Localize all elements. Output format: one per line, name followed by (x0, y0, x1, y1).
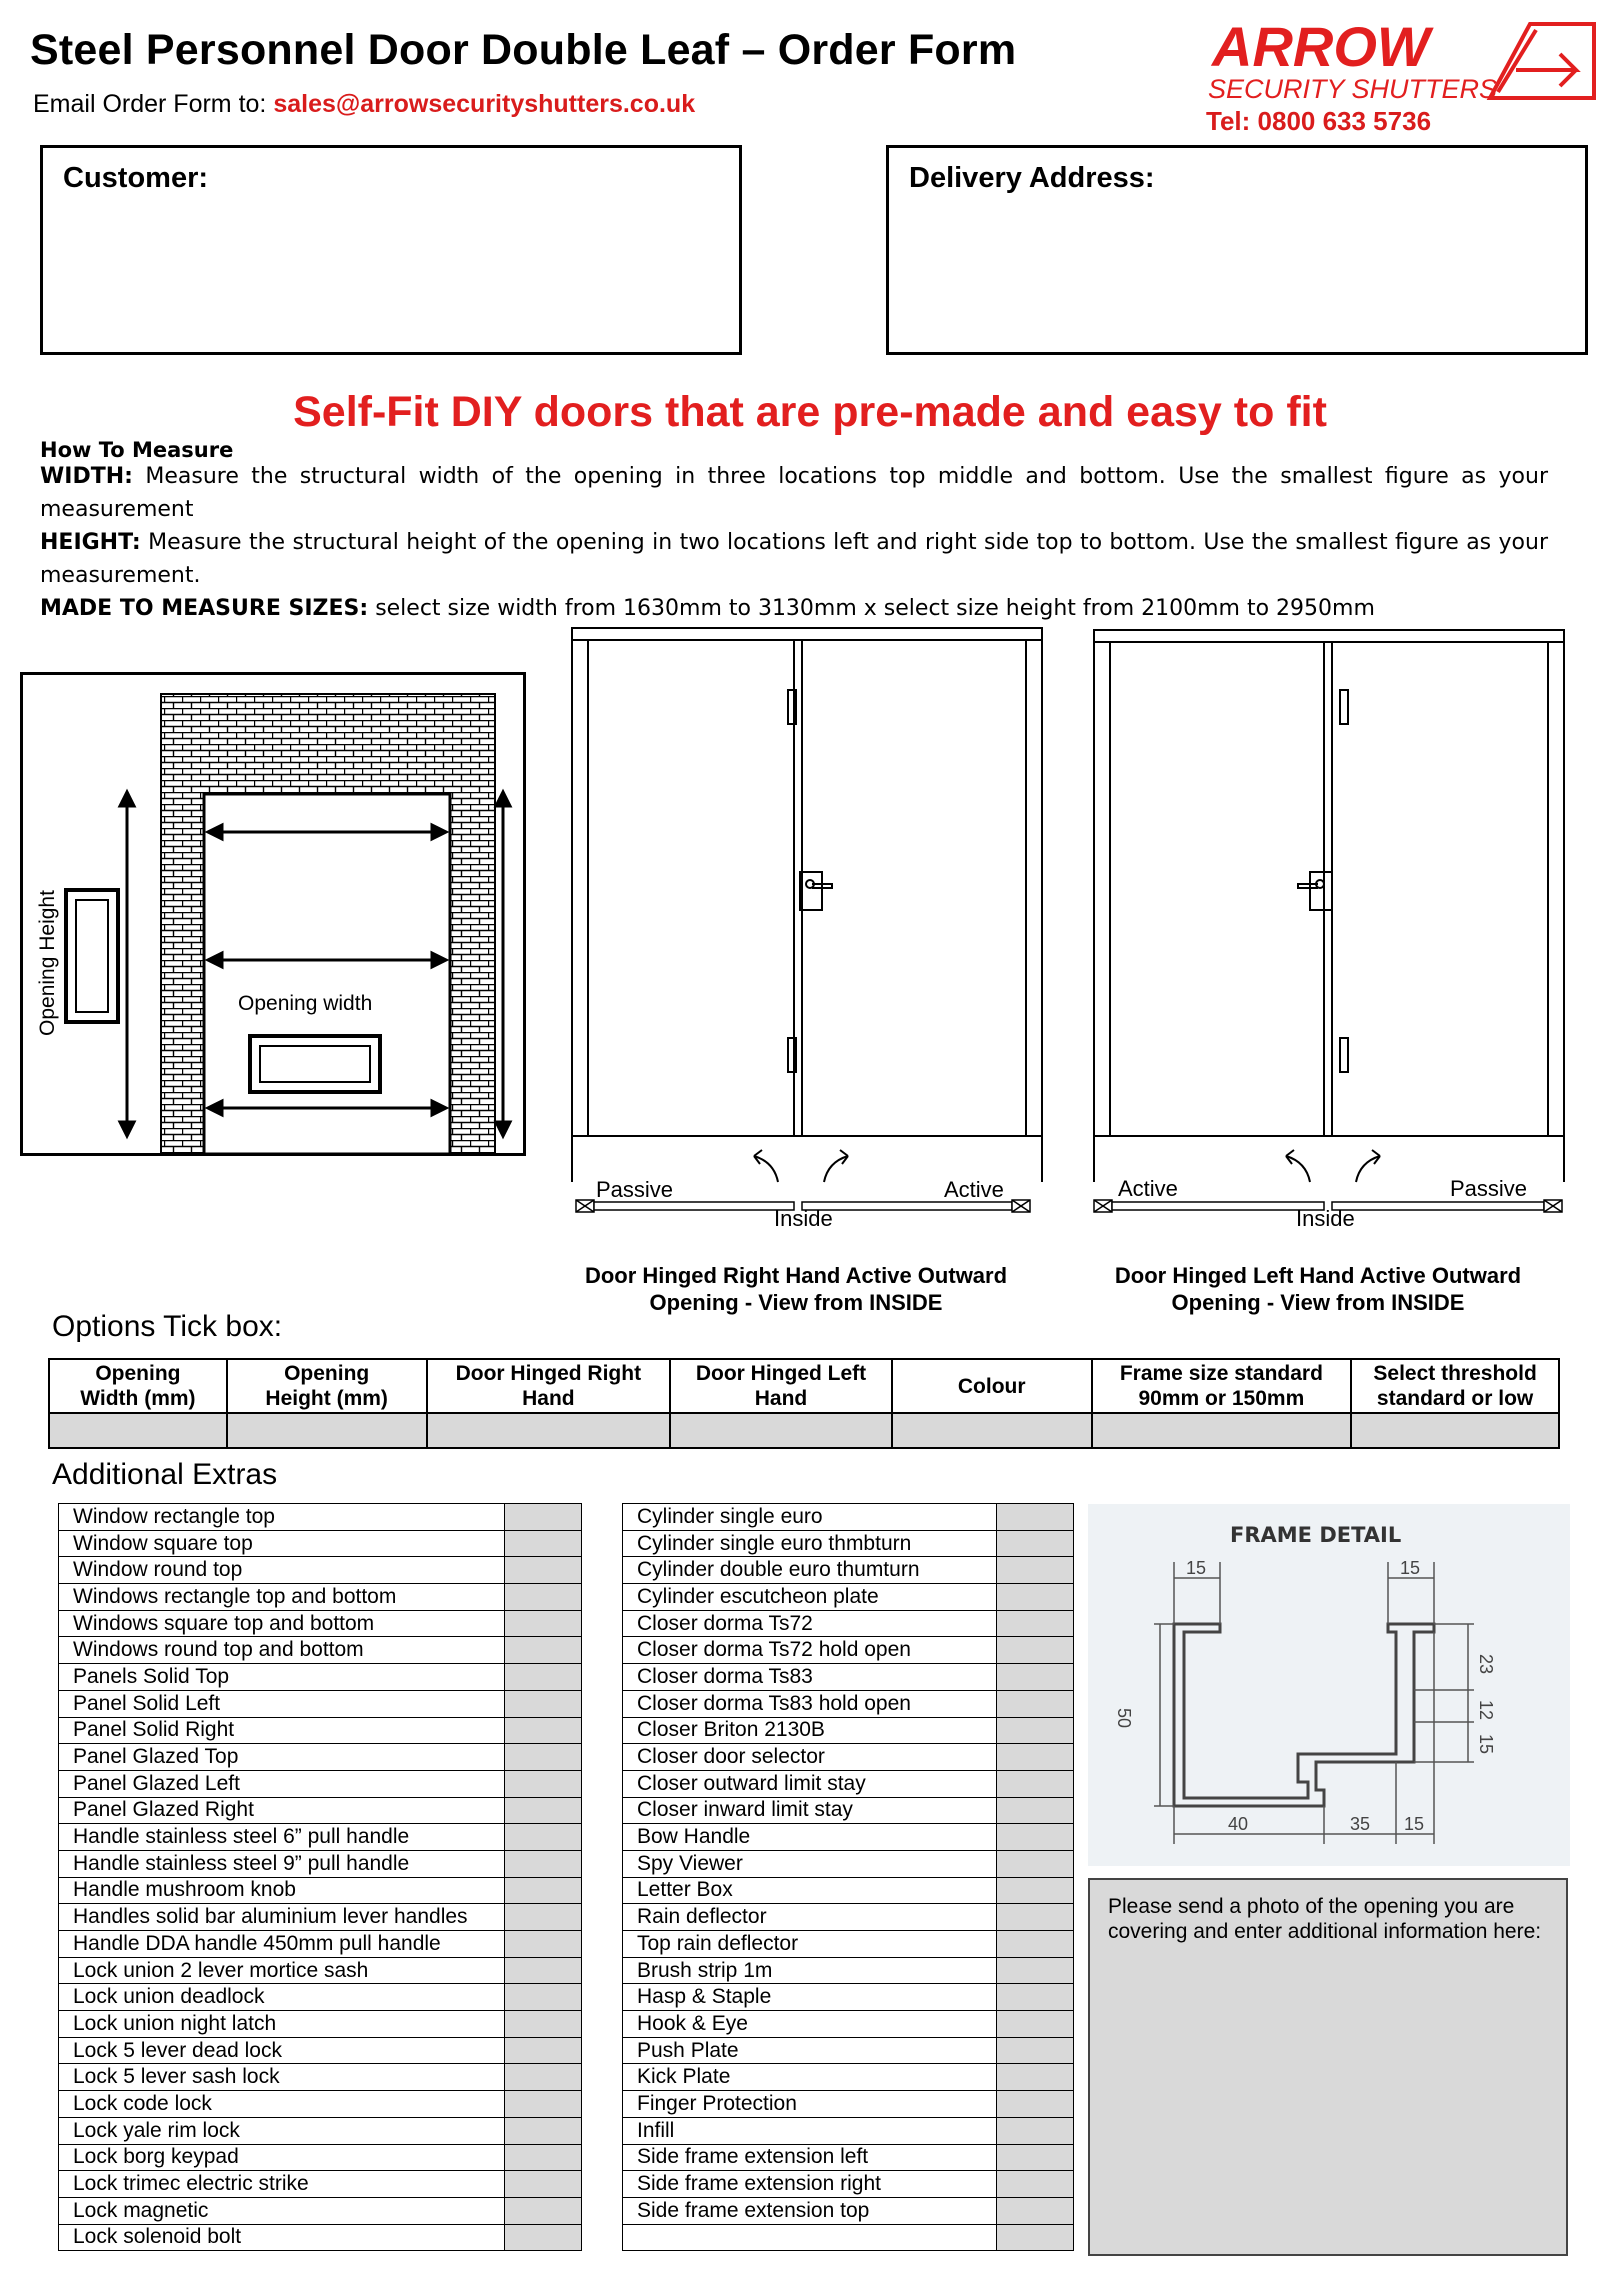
extras-row (623, 1504, 1074, 1531)
options-header-row (49, 1359, 1559, 1413)
dim-right-3: 15 (1476, 1734, 1496, 1755)
extras-row (623, 1664, 1074, 1691)
extras-item-label: Panels Solid Top (59, 1664, 505, 1691)
extras-tick-box[interactable] (504, 1770, 581, 1797)
extras-item-label: Closer Briton 2130B (623, 1717, 997, 1744)
extras-row (59, 1504, 582, 1531)
inside-label: Inside (1296, 1206, 1355, 1231)
extras-item-label: Closer dorma Ts83 hold open (623, 1690, 997, 1717)
extras-row (623, 1850, 1074, 1877)
delivery-address-box[interactable] (886, 145, 1588, 355)
extras-row (59, 1717, 582, 1744)
extras-item-label: Hook & Eye (623, 2011, 997, 2038)
extras-row (59, 1530, 582, 1557)
extras-item-label: Lock yale rim lock (59, 2117, 505, 2144)
extras-item-label: Closer inward limit stay (623, 1797, 997, 1824)
extras-row (623, 1904, 1074, 1931)
extras-row (59, 1850, 582, 1877)
options-title: Options Tick box: (52, 1310, 283, 1343)
extras-item-label: Bow Handle (623, 1824, 997, 1851)
extras-tick-box[interactable] (996, 1717, 1074, 1744)
extras-item-label: Rain deflector (623, 1904, 997, 1931)
extras-row (59, 1957, 582, 1984)
extras-item-label: Finger Protection (623, 2091, 997, 2118)
extras-item-label: Closer dorma Ts72 (623, 1610, 997, 1637)
extras-tick-box[interactable] (504, 2224, 581, 2251)
door-right-graphic (566, 622, 1050, 1232)
extras-tick-box[interactable] (504, 1824, 581, 1851)
dim-right-2: 12 (1476, 1700, 1496, 1721)
extras-row (59, 2224, 582, 2251)
opening-height-label: Opening Height (36, 890, 59, 1036)
email-line (33, 90, 695, 119)
extras-row (59, 1584, 582, 1611)
extras-row (59, 1877, 582, 1904)
extras-row (623, 1797, 1074, 1824)
frame-size-input[interactable] (1092, 1413, 1352, 1448)
extras-item-label: Infill (623, 2117, 997, 2144)
extras-right-table (622, 1503, 1074, 2251)
options-input-row (49, 1413, 1559, 1448)
extras-tick-box[interactable] (996, 1504, 1074, 1531)
email-link[interactable]: sales@arrowsecurityshutters.co.uk (273, 90, 696, 118)
height-instruction: HEIGHT: Measure the structural height of the opening in two locations left and right side top to bottom. Use the smallest figure as your measurement. (40, 530, 1548, 588)
extras-tick-box[interactable] (504, 2037, 581, 2064)
extras-tick-box[interactable] (504, 1637, 581, 1664)
measure-heading: How To Measure (40, 440, 234, 460)
extras-tick-box[interactable] (504, 1797, 581, 1824)
passive-label: Passive (1450, 1176, 1528, 1201)
extras-item-label: Lock solenoid bolt (59, 2224, 505, 2251)
extras-item-label: Panel Solid Left (59, 1690, 505, 1717)
extras-item-label: Panel Solid Right (59, 1717, 505, 1744)
extras-item-label: Spy Viewer (623, 1850, 997, 1877)
extras-tick-box[interactable] (504, 2011, 581, 2038)
extras-item-label: Side frame extension top (623, 2197, 997, 2224)
extras-item-label: Panel Glazed Right (59, 1797, 505, 1824)
arrow-logo (1198, 14, 1598, 140)
door-left-graphic (1088, 622, 1572, 1232)
options-header-frame-size: Frame size standard 90mm or 150mm (1092, 1359, 1352, 1413)
extras-item-label: Lock union deadlock (59, 1984, 505, 2011)
extras-tick-box[interactable] (996, 2144, 1074, 2171)
extras-row (623, 1717, 1074, 1744)
extras-item-label: Windows square top and bottom (59, 1610, 505, 1637)
opening-width-label: Opening width (238, 992, 373, 1015)
extras-row (59, 1797, 582, 1824)
extras-tick-box[interactable] (996, 2197, 1074, 2224)
extras-row (623, 1824, 1074, 1851)
extras-row (59, 1637, 582, 1664)
dim-top-left: 15 (1186, 1558, 1207, 1578)
extras-row (59, 2011, 582, 2038)
extras-item-label: Kick Plate (623, 2064, 997, 2091)
extras-tick-box[interactable] (996, 2064, 1074, 2091)
extras-row (623, 1877, 1074, 1904)
extras-tick-box[interactable] (504, 1744, 581, 1771)
extras-row (623, 2171, 1074, 2198)
arrow-logo-graphic (1198, 14, 1598, 109)
extras-tick-box[interactable] (504, 1664, 581, 1691)
opening-diagram-graphic (20, 672, 526, 1156)
opening-height-input[interactable] (227, 1413, 427, 1448)
delivery-label: Delivery Address: (909, 162, 1155, 194)
extras-row (623, 1557, 1074, 1584)
extras-tick-box[interactable] (996, 1770, 1074, 1797)
passive-label: Passive (596, 1177, 674, 1202)
extras-row (623, 2037, 1074, 2064)
extras-item-label: Cylinder single euro thmbturn (623, 1530, 997, 1557)
extras-row (623, 2117, 1074, 2144)
extras-tick-box[interactable] (504, 1850, 581, 1877)
options-table (48, 1358, 1560, 1449)
extras-item-label: Closer door selector (623, 1744, 997, 1771)
extras-tick-box[interactable] (504, 2144, 581, 2171)
extras-row (623, 1744, 1074, 1771)
extras-tick-box[interactable] (996, 1904, 1074, 1931)
extras-tick-box[interactable] (996, 2091, 1074, 2118)
extras-tick-box[interactable] (504, 2117, 581, 2144)
extras-item-label: Handle stainless steel 9” pull handle (59, 1850, 505, 1877)
extras-item-label: Lock 5 lever sash lock (59, 2064, 505, 2091)
extras-row (59, 1557, 582, 1584)
extras-tick-box[interactable] (996, 1610, 1074, 1637)
width-instruction: WIDTH: Measure the structural width of the opening in three locations top middle and bottom. Use the smallest figure as your measurement (40, 464, 1548, 522)
extras-tick-box[interactable] (504, 1610, 581, 1637)
door-right-caption: Door Hinged Right Hand Active Outward Opening - View from INSIDE (584, 1263, 1008, 1315)
extras-item-label: Closer outward limit stay (623, 1770, 997, 1797)
dim-right-1: 23 (1476, 1654, 1496, 1675)
extras-tick-box[interactable] (996, 2037, 1074, 2064)
extras-tick-box[interactable] (504, 1931, 581, 1958)
options-header-threshold: Select threshold standard or low (1351, 1359, 1559, 1413)
extras-item-label: Panel Glazed Top (59, 1744, 505, 1771)
extras-item-label (623, 2224, 997, 2251)
extras-row (59, 1904, 582, 1931)
customer-label: Customer: (63, 162, 209, 194)
extras-item-label: Window rectangle top (59, 1504, 505, 1531)
extras-tick-box[interactable] (996, 1664, 1074, 1691)
extras-row (623, 1957, 1074, 1984)
hinged-right-tick[interactable] (427, 1413, 671, 1448)
extras-item-label: Handle DDA handle 450mm pull handle (59, 1931, 505, 1958)
extras-row (623, 1770, 1074, 1797)
extras-tick-box[interactable] (996, 1957, 1074, 1984)
extras-row (623, 2144, 1074, 2171)
extras-tick-box[interactable] (996, 2171, 1074, 2198)
sizes-instruction: MADE TO MEASURE SIZES: select size width from 1630mm to 3130mm x select size height from 2100mm to 2950mm (40, 596, 1375, 621)
extras-item-label: Lock borg keypad (59, 2144, 505, 2171)
extras-item-label: Handle stainless steel 6” pull handle (59, 1824, 505, 1851)
logo-brand: ARROW (1212, 15, 1430, 78)
extras-tick-box[interactable] (996, 1637, 1074, 1664)
extras-tick-box[interactable] (504, 2171, 581, 2198)
extras-tick-box[interactable] (996, 1797, 1074, 1824)
customer-box[interactable] (40, 145, 742, 355)
logo-arrow-icon (1490, 24, 1594, 98)
extras-row (623, 1610, 1074, 1637)
extras-row (59, 2144, 582, 2171)
extras-tick-box[interactable] (996, 1557, 1074, 1584)
extras-row (59, 1744, 582, 1771)
extras-row (623, 1984, 1074, 2011)
extras-row (623, 1931, 1074, 1958)
extras-row (59, 1984, 582, 2011)
extras-tick-box[interactable] (504, 2091, 581, 2118)
extras-tick-box[interactable] (504, 2197, 581, 2224)
email-label: Email Order Form to: (33, 90, 267, 118)
extras-item-label: Lock code lock (59, 2091, 505, 2118)
extras-item-label: Cylinder escutcheon plate (623, 1584, 997, 1611)
options-header-hinged-right: Door Hinged Right Hand (427, 1359, 671, 1413)
extras-item-label: Lock union night latch (59, 2011, 505, 2038)
extras-row (59, 2037, 582, 2064)
extras-item-label: Window round top (59, 1557, 505, 1584)
extras-item-label: Side frame extension right (623, 2171, 997, 2198)
extras-item-label: Windows round top and bottom (59, 1637, 505, 1664)
additional-info-text: Please send a photo of the opening you are covering and enter additional information here: (1108, 1895, 1542, 1943)
extras-item-label: Lock union 2 lever mortice sash (59, 1957, 505, 1984)
options-header-hinged-left: Door Hinged Left Hand (670, 1359, 892, 1413)
extras-row (59, 1931, 582, 1958)
extras-item-label: Closer dorma Ts72 hold open (623, 1637, 997, 1664)
logo-phone: Tel: 0800 633 5736 (1206, 106, 1432, 136)
extras-row (59, 1610, 582, 1637)
options-header-width: Opening Width (mm) (49, 1359, 227, 1413)
frame-detail-graphic (1088, 1504, 1570, 1866)
active-label: Active (944, 1177, 1004, 1202)
extras-row (59, 2117, 582, 2144)
extras-tick-box[interactable] (996, 1584, 1074, 1611)
extras-row (59, 1824, 582, 1851)
dim-bottom-1: 40 (1228, 1814, 1249, 1834)
options-header-height: Opening Height (mm) (227, 1359, 427, 1413)
extras-row (59, 2197, 582, 2224)
extras-row (623, 2091, 1074, 2118)
extras-tick-box[interactable] (996, 1744, 1074, 1771)
extras-item-label: Side frame extension left (623, 2144, 997, 2171)
extras-row (623, 1690, 1074, 1717)
extras-tick-box[interactable] (504, 1877, 581, 1904)
options-header-colour: Colour (892, 1359, 1092, 1413)
extras-item-label: Panel Glazed Left (59, 1770, 505, 1797)
extras-row (623, 2197, 1074, 2224)
opening-width-input[interactable] (49, 1413, 227, 1448)
tagline: Self-Fit DIY doors that are pre-made and easy to fit (293, 388, 1327, 436)
extras-tick-box[interactable] (996, 1690, 1074, 1717)
extras-title: Additional Extras (52, 1458, 278, 1491)
extras-tick-box[interactable] (504, 1984, 581, 2011)
door-left-caption: Door Hinged Left Hand Active Outward Opening - View from INSIDE (1114, 1263, 1522, 1315)
extras-item-label: Closer dorma Ts83 (623, 1664, 997, 1691)
extras-tick-box[interactable] (504, 1530, 581, 1557)
extras-tick-box[interactable] (504, 1690, 581, 1717)
extras-tick-box[interactable] (504, 1957, 581, 1984)
dim-top-right: 15 (1400, 1558, 1421, 1578)
extras-row (623, 2011, 1074, 2038)
extras-row (59, 2091, 582, 2118)
door-hinged-left-drawing (1088, 622, 1572, 1262)
threshold-input[interactable] (1351, 1413, 1559, 1448)
extras-row (623, 2224, 1074, 2251)
dim-bottom-3: 15 (1404, 1814, 1425, 1834)
extras-item-label: Brush strip 1m (623, 1957, 997, 1984)
extras-item-label: Window square top (59, 1530, 505, 1557)
extras-item-label: Top rain deflector (623, 1931, 997, 1958)
extras-item-label: Cylinder double euro thumturn (623, 1557, 997, 1584)
extras-tick-box[interactable] (504, 1504, 581, 1531)
extras-item-label: Handles solid bar aluminium lever handles (59, 1904, 505, 1931)
extras-row (59, 2064, 582, 2091)
extras-item-label: Lock 5 lever dead lock (59, 2037, 505, 2064)
extras-tick-box[interactable] (996, 2224, 1074, 2251)
form-title: Steel Personnel Door Double Leaf – Order Form (30, 26, 1017, 74)
how-to-measure (40, 440, 1548, 625)
extras-item-label: Lock magnetic (59, 2197, 505, 2224)
extras-row (59, 1690, 582, 1717)
extras-item-label: Handle mushroom knob (59, 1877, 505, 1904)
extras-row (623, 1637, 1074, 1664)
extras-tick-box[interactable] (996, 1877, 1074, 1904)
opening-diagram (20, 672, 526, 1156)
extras-tick-box[interactable] (504, 1717, 581, 1744)
extras-item-label: Letter Box (623, 1877, 997, 1904)
extras-row (623, 2064, 1074, 2091)
active-label: Active (1118, 1176, 1178, 1201)
extras-tick-box[interactable] (996, 1984, 1074, 2011)
logo-sub: SECURITY SHUTTERS (1208, 74, 1498, 104)
extras-row (59, 1770, 582, 1797)
extras-tick-box[interactable] (996, 1530, 1074, 1557)
extras-tick-box[interactable] (504, 1584, 581, 1611)
extras-item-label: Cylinder single euro (623, 1504, 997, 1531)
extras-row (59, 2171, 582, 2198)
extras-row (623, 1584, 1074, 1611)
extras-item-label: Lock trimec electric strike (59, 2171, 505, 2198)
frame-detail-title: FRAME DETAIL (1230, 1523, 1402, 1547)
extras-row (59, 1664, 582, 1691)
extras-item-label: Hasp & Staple (623, 1984, 997, 2011)
dim-bottom-2: 35 (1350, 1814, 1371, 1834)
extras-tick-box[interactable] (996, 2011, 1074, 2038)
extras-tick-box[interactable] (996, 1824, 1074, 1851)
extras-tick-box[interactable] (996, 1850, 1074, 1877)
extras-tick-box[interactable] (504, 1557, 581, 1584)
hinged-left-tick[interactable] (670, 1413, 892, 1448)
extras-item-label: Windows rectangle top and bottom (59, 1584, 505, 1611)
extras-tick-box[interactable] (996, 2117, 1074, 2144)
additional-info-box[interactable] (1088, 1878, 1568, 2256)
extras-tick-box[interactable] (504, 2064, 581, 2091)
extras-tick-box[interactable] (504, 1904, 581, 1931)
extras-item-label: Push Plate (623, 2037, 997, 2064)
inside-label: Inside (774, 1206, 833, 1231)
dim-depth: 50 (1114, 1708, 1134, 1729)
extras-row (623, 1530, 1074, 1557)
door-hinged-right-drawing (566, 622, 1050, 1262)
colour-input[interactable] (892, 1413, 1092, 1448)
frame-detail (1088, 1504, 1570, 1866)
extras-left-table (58, 1503, 582, 2251)
extras-tick-box[interactable] (996, 1931, 1074, 1958)
